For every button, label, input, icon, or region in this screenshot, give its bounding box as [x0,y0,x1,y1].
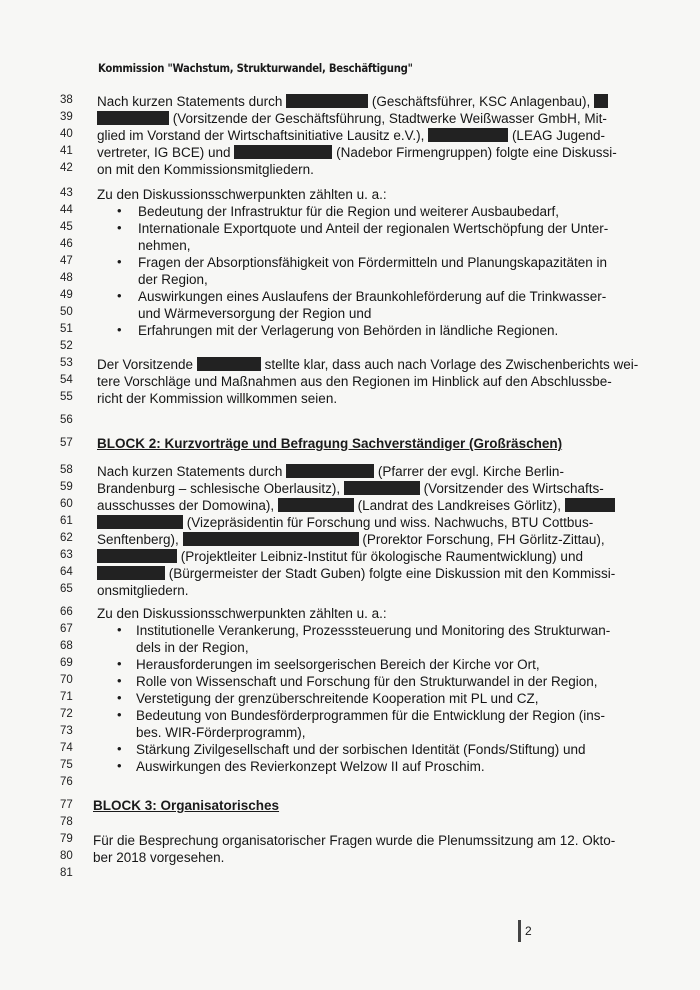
bullet-icon: • [117,690,122,705]
text-span: Nach kurzen Statements durch [97,94,283,109]
text-line: richt der Kommission willkommen seien. [97,391,338,406]
redaction-block [344,481,420,495]
line-number: 67 [60,623,73,635]
bullet-icon: • [117,322,122,337]
document-header: Kommission "Wachstum, Strukturwandel, Beschäftigung" [98,61,413,75]
line-number: 62 [60,532,73,544]
text-line: ber 2018 vorgesehen. [93,850,225,865]
list-item: Auswirkungen des Revierkonzept Welzow II auf Proschim. [136,759,485,774]
line-number: 81 [60,867,73,879]
line-number: 71 [60,691,73,703]
text-line [97,531,605,548]
list-item: Rolle von Wissenschaft und Forschung für den Strukturwandel in der Region, [136,674,598,689]
text-span: glied im Vorstand der Wirtschaftsinitiative Lausitz e.V.), [97,128,425,143]
text-line: tere Vorschläge und Maßnahmen aus den Regionen im Hinblick auf den Abschlussbe- [97,374,612,389]
text-span: vertreter, IG BCE) und [97,145,231,160]
bullet-icon: • [117,707,122,722]
line-number: 38 [60,94,73,106]
redaction-block [97,549,177,563]
text-span: Nach kurzen Statements durch [97,464,283,479]
list-item: Bedeutung der Infrastruktur für die Region und weiterer Ausbaubedarf, [138,204,560,219]
list-item: bes. WIR-Förderprogramm), [136,725,306,740]
line-number: 51 [60,323,73,335]
line-number: 76 [60,776,73,788]
line-number: 58 [60,464,73,476]
redaction-block [234,145,332,159]
text-line [97,565,615,582]
redaction-block [197,357,261,371]
line-number: 68 [60,640,73,652]
line-number: 64 [60,566,73,578]
list-item: Verstetigung der grenzüberschreitende Kooperation mit PL und CZ, [136,691,539,706]
section-heading: BLOCK 2: Kurzvorträge und Befragung Sachverständiger (Großräschen) [97,436,563,451]
text-line [97,110,607,127]
line-number: 42 [60,162,73,174]
text-line [97,127,605,144]
page-number: 2 [525,924,532,938]
redaction-block [183,532,359,546]
list-item: Herausforderungen im seelsorgerischen Bereich der Kirche vor Ort, [136,657,540,672]
line-number: 80 [60,850,73,862]
line-number: 50 [60,306,73,318]
line-number: 60 [60,498,73,510]
list-item: Stärkung Zivilgesellschaft und der sorbischen Identität (Fonds/Stiftung) und [136,742,586,757]
text-line [97,514,593,531]
text-span: ausschusses der Domowina), [97,498,275,513]
line-number: 59 [60,481,73,493]
line-number: 41 [60,145,73,157]
redaction-block [97,111,169,125]
redaction-block [428,128,508,142]
bullet-icon: • [117,656,122,671]
text-span: (Projektleiter Leibniz-Institut für ökologische Raumentwicklung) und [180,549,583,564]
text-span: Der Vorsitzende [97,357,194,372]
line-number: 65 [60,583,73,595]
line-number: 47 [60,255,73,267]
text-span: (Nadebor Firmengruppen) folgte eine Diskussi- [336,145,617,160]
text-span: stellte klar, dass auch nach Vorlage des Zwischenberichts wei- [264,357,639,372]
redaction-block [97,515,183,529]
line-number: 52 [60,340,73,352]
list-item: Fragen der Absorptionsfähigkeit von Fördermitteln und Planungskapazitäten in [138,255,608,270]
line-number: 66 [60,606,73,618]
text-span: (Pfarrer der evgl. Kirche Berlin- [377,464,564,479]
line-number: 77 [60,799,73,811]
line-number: 75 [60,759,73,771]
list-item: nehmen, [138,238,191,253]
line-number: 61 [60,515,73,527]
line-number: 39 [60,111,73,123]
line-number: 69 [60,657,73,669]
text-span: (Prorektor Forschung, FH Görlitz-Zittau), [362,532,605,547]
line-number: 70 [60,674,73,686]
text-span: (Vorsitzender des Wirtschafts- [423,481,604,496]
line-number: 43 [60,187,73,199]
text-span: (Vizepräsidentin für Forschung und wiss. Nachwuchs, BTU Cottbus- [186,515,594,530]
list-item: der Region, [138,272,208,287]
redaction-block [565,498,615,512]
line-number: 56 [60,414,73,426]
redaction-block [278,498,354,512]
bullet-icon: • [117,741,122,756]
line-number: 78 [60,816,73,828]
line-number: 79 [60,833,73,845]
text-line: Für die Besprechung organisatorischer Fragen wurde die Plenumssitzung am 12. Okto- [93,833,616,848]
text-line [97,144,617,161]
redaction-block [594,94,608,108]
bullet-icon: • [117,254,122,269]
list-item: dels in der Region, [136,640,249,655]
line-number: 74 [60,742,73,754]
list-item: Auswirkungen eines Auslaufens der Braunkohleförderung auf die Trinkwasser- [138,289,607,304]
line-number: 55 [60,391,73,403]
text-span: Brandenburg – schlesische Oberlausitz), [97,481,341,496]
line-number: 48 [60,272,73,284]
text-line: on mit den Kommissionsmitgliedern. [97,162,314,177]
bullet-icon: • [117,758,122,773]
text-span: (Geschäftsführer, KSC Anlagenbau), [371,94,591,109]
text-line [97,463,564,480]
bullet-icon: • [117,673,122,688]
line-number: 73 [60,725,73,737]
page-marker [518,920,521,942]
line-number: 54 [60,374,73,386]
text-line [97,93,608,110]
list-item: Erfahrungen mit der Verlagerung von Behörden in ländliche Regionen. [138,323,559,338]
text-span: (Bürgermeister der Stadt Guben) folgte eine Diskussion mit den Kommissi- [168,566,616,581]
list-item: Bedeutung von Bundesförderprogrammen für die Entwicklung der Region (ins- [136,708,606,723]
text-span: Senftenberg), [97,532,179,547]
text-span: (Vorsitzende der Geschäftsführung, Stadtwerke Weißwasser GmbH, Mit- [172,111,607,126]
bullet-icon: • [117,288,122,303]
line-number: 63 [60,549,73,561]
text-line: onsmitgliedern. [97,583,189,598]
line-number: 72 [60,708,73,720]
text-span: (Landrat des Landkreises Görlitz), [357,498,561,513]
bullet-icon: • [117,622,122,637]
redaction-block [286,464,374,478]
text-line [97,356,638,373]
line-number: 57 [60,437,73,449]
redaction-block [97,566,165,580]
text-line: Zu den Diskussionsschwerpunkten zählten u. a.: [97,187,387,202]
line-number: 40 [60,128,73,140]
line-number: 46 [60,238,73,250]
list-item: Institutionelle Verankerung, Prozesssteuerung und Monitoring des Strukturwan- [136,623,611,638]
text-line: Zu den Diskussionsschwerpunkten zählten u. a.: [97,606,387,621]
text-line [97,480,604,497]
text-line [97,497,615,514]
list-item: und Wärmeversorgung der Region und [138,306,372,321]
line-number: 44 [60,204,73,216]
line-number: 53 [60,357,73,369]
line-number: 49 [60,289,73,301]
text-line [97,548,583,565]
redaction-block [286,94,368,108]
text-span: (LEAG Jugend- [511,128,605,143]
list-item: Internationale Exportquote und Anteil der regionalen Wertschöpfung der Unter- [138,221,609,236]
line-number: 45 [60,221,73,233]
bullet-icon: • [117,220,122,235]
section-heading: BLOCK 3: Organisatorisches [93,798,280,813]
bullet-icon: • [117,203,122,218]
